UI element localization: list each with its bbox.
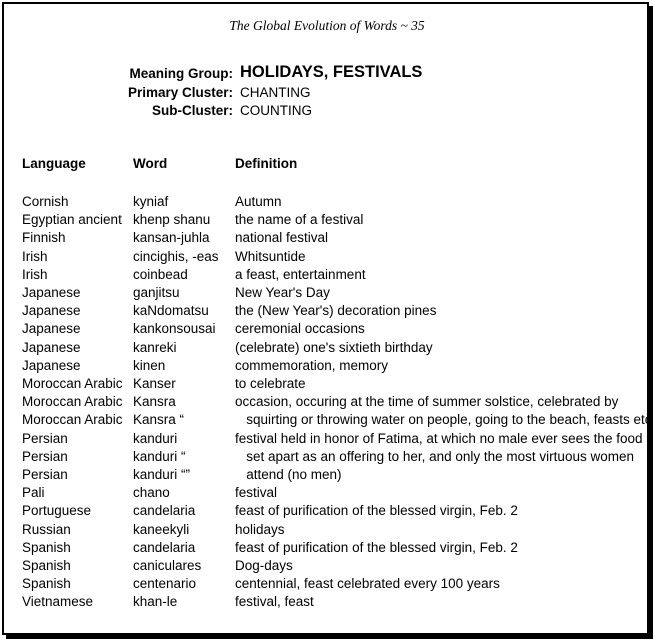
sub-cluster-row [0,103,654,123]
language-cell: Spanish [22,558,71,573]
word-cell: khan-le [133,594,178,610]
definition-cell: feast of purification of the blessed virgin, Feb. 2 [235,503,518,519]
table-row [0,249,654,267]
definition-cell: centennial, feast celebrated every 100 years [235,576,500,592]
definition-cell: feast of purification of the blessed virgin, Feb. 2 [235,539,518,555]
definition-cell: festival held in honor of Fatima, at which no male ever sees the food [235,430,643,446]
column-header-definition: Definition [235,156,298,171]
table-row [0,376,654,394]
language-cell: Portuguese [22,503,92,519]
word-cell: kanduri “” [133,467,191,482]
table-row [0,576,654,594]
language-cell: Irish [22,248,48,264]
definition-cell: the (New Year's) decoration pines [235,303,437,319]
word-cell: Kansra [133,394,176,410]
word-cell: Kanser [133,376,176,391]
table-row [0,303,654,321]
word-cell: cincighis, -eas [133,248,219,264]
language-cell: Moroccan Arabic [22,376,123,391]
definition-cell: to celebrate [235,376,306,391]
definition-cell: festival [235,485,278,501]
table-row [0,321,654,339]
sub-cluster-label: Sub-Cluster: [152,103,233,118]
language-cell: Persian [22,448,68,464]
table-row [0,394,654,412]
word-cell: chano [133,485,170,501]
word-cell: candelaria [133,503,196,519]
language-cell: Vietnamese [22,594,94,610]
word-cell: ganjitsu [133,285,180,300]
word-cell: coinbead [133,266,188,282]
language-cell: Moroccan Arabic [22,394,123,410]
definition-cell: national festival [235,230,329,246]
page-header: The Global Evolution of Words ~ 35 [229,18,425,33]
language-cell: Japanese [22,321,81,337]
table-row [0,449,654,467]
language-cell: Japanese [22,357,81,373]
table-row [0,358,654,376]
word-cell: kinen [133,357,166,373]
definition-cell: set apart as an offering to her, and only the most virtuous women [235,448,634,464]
table-row [0,340,654,358]
primary-cluster-value: CHANTING [240,85,311,100]
column-header-language: Language [22,156,86,171]
table-row [0,594,654,612]
column-header-word: Word [133,156,168,171]
word-cell: kankonsousai [133,321,216,337]
definition-cell: occasion, occuring at the time of summer solstice, celebrated by [235,394,619,410]
meaning-group-row [0,63,654,86]
table-row [0,467,654,485]
definition-cell: festival, feast [235,594,314,610]
language-cell: Persian [22,467,68,482]
table-row [0,212,654,230]
word-cell: centenario [133,576,197,592]
language-cell: Cornish [22,194,69,209]
word-cell: kanduri [133,430,178,446]
definition-cell: commemoration, memory [235,357,389,373]
table-row [0,522,654,540]
table-row [0,285,654,303]
table-row [0,412,654,430]
word-cell: kaNdomatsu [133,303,209,319]
table-row [0,194,654,212]
word-cell: kanduri “ [133,448,186,464]
definition-cell: Autumn [235,194,282,209]
language-cell: Russian [22,521,71,537]
table-row [0,267,654,285]
language-cell: Egyptian ancient [22,212,122,228]
table-row [0,485,654,503]
meaning-group-label: Meaning Group: [129,66,233,81]
primary-cluster-row [0,85,654,105]
sub-cluster-value: COUNTING [240,103,312,118]
word-cell: Kansra “ [133,412,185,428]
language-cell: Japanese [22,339,81,355]
definition-cell: ceremonial occasions [235,321,365,337]
definition-cell: Whitsuntide [235,248,306,264]
definition-cell: squirting or throwing water on people, going to the beach, feasts etc [235,412,652,428]
table-row [0,540,654,558]
definition-cell: the name of a festival [235,212,364,228]
definition-cell: New Year's Day [235,285,330,300]
definition-cell: holidays [235,521,285,537]
table-row [0,503,654,521]
language-cell: Moroccan Arabic [22,412,123,428]
language-cell: Pali [22,485,45,501]
table-row [0,558,654,576]
language-cell: Persian [22,430,68,446]
language-cell: Finnish [22,230,66,246]
language-cell: Irish [22,266,48,282]
word-cell: kyniaf [133,194,169,209]
language-cell: Japanese [22,303,81,319]
table-row [0,431,654,449]
table-row [0,230,654,248]
word-cell: caniculares [133,558,202,573]
definition-cell: (celebrate) one's sixtieth birthday [235,339,433,355]
language-cell: Spanish [22,576,71,592]
definition-cell: Dog-days [235,558,293,573]
word-cell: kanreki [133,339,177,355]
language-cell: Spanish [22,539,71,555]
word-cell: kansan-juhla [133,230,210,246]
meaning-group-value: HOLIDAYS, FESTIVALS [240,63,423,81]
language-cell: Japanese [22,285,81,300]
definition-cell: a feast, entertainment [235,266,366,282]
word-cell: kaneekyli [133,521,190,537]
word-cell: khenp shanu [133,212,211,228]
word-cell: candelaria [133,539,196,555]
definition-cell: attend (no men) [235,467,342,482]
primary-cluster-label: Primary Cluster: [127,85,233,100]
